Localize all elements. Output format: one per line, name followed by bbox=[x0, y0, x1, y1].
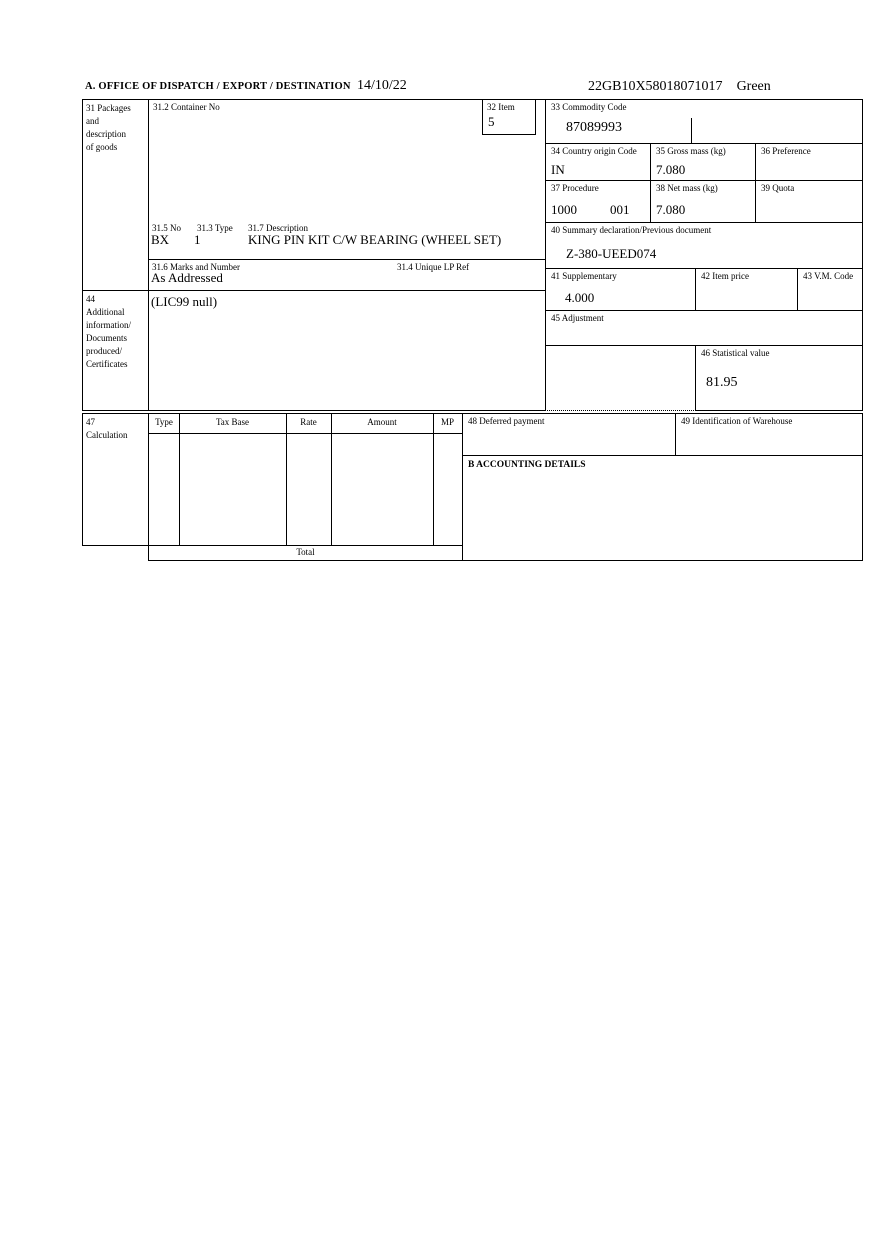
additional-info-value: (LIC99 null) bbox=[151, 294, 218, 309]
box-46-statistical-value bbox=[695, 345, 863, 411]
box-37-procedure bbox=[545, 180, 651, 223]
total-label: Total bbox=[296, 547, 315, 557]
box-36-preference bbox=[755, 143, 863, 181]
item-number-value: 5 bbox=[488, 114, 495, 129]
country-origin-value: IN bbox=[551, 162, 565, 177]
office-of-dispatch-label: A. OFFICE OF DISPATCH / EXPORT / DESTINATION bbox=[85, 81, 351, 92]
package-count-value: 1 bbox=[194, 232, 201, 247]
item-price-label: 42 Item price bbox=[701, 271, 749, 281]
gross-mass-value: 7.080 bbox=[656, 162, 686, 177]
box-35-gross-mass bbox=[650, 143, 756, 181]
routing-channel: Green bbox=[736, 79, 771, 94]
warehouse-id-label: 49 Identification of Warehouse bbox=[681, 416, 793, 426]
box-49-warehouse-id bbox=[675, 413, 863, 456]
box-32-item bbox=[482, 99, 536, 135]
statistical-value-label: 46 Statistical value bbox=[701, 348, 770, 358]
item-label: 32 Item bbox=[487, 102, 515, 112]
commodity-code-value: 87089993 bbox=[566, 120, 622, 135]
quota-label: 39 Quota bbox=[761, 183, 795, 193]
unique-lp-ref-label: 31.4 Unique LP Ref bbox=[397, 262, 470, 272]
summary-declaration-label: 40 Summary declaration/Previous document bbox=[551, 225, 712, 235]
marks-and-number-value: As Addressed bbox=[151, 270, 223, 285]
procedure-label: 37 Procedure bbox=[551, 183, 599, 193]
marks-divider-line bbox=[149, 259, 545, 260]
calc-col-taxbase-header: Tax Base bbox=[215, 417, 250, 427]
net-mass-label: 38 Net mass (kg) bbox=[656, 183, 718, 193]
procedure-additional-value: 001 bbox=[610, 202, 630, 217]
box-33-commodity-code bbox=[545, 99, 863, 144]
box-42-item-price bbox=[695, 268, 798, 311]
box-39-quota bbox=[755, 180, 863, 223]
box-31-7-description-label: 31.7 Description bbox=[248, 223, 308, 233]
box-31-5-no-label: 31.5 No bbox=[152, 223, 181, 233]
box-45-adjustment bbox=[545, 310, 863, 346]
box-47-calculation-label bbox=[82, 413, 149, 546]
box-48-deferred-payment bbox=[462, 413, 676, 456]
package-kind-value: BX bbox=[151, 232, 170, 247]
commodity-code-subdivider bbox=[691, 118, 692, 144]
net-mass-value: 7.080 bbox=[656, 202, 686, 217]
box-47-label-text: 47 Calculation bbox=[86, 417, 128, 441]
box-44-additional-info-label bbox=[82, 290, 149, 411]
country-origin-label: 34 Country origin Code bbox=[551, 146, 637, 156]
container-no-label: 31.2 Container No bbox=[153, 102, 220, 112]
box-38-net-mass bbox=[650, 180, 756, 223]
box-31-label-text: 31 Packages and description of goods bbox=[86, 103, 131, 153]
commodity-code-label: 33 Commodity Code bbox=[551, 102, 627, 112]
previous-document-value: Z-380-UEED074 bbox=[566, 246, 657, 261]
calculation-table bbox=[148, 413, 463, 546]
calc-col-mp-header: MP bbox=[440, 417, 454, 427]
box-40-summary-declaration bbox=[545, 222, 863, 269]
calculation-total-row bbox=[148, 545, 463, 561]
box-34-country-origin bbox=[545, 143, 651, 181]
box-31-3-type-label: 31.3 Type bbox=[197, 223, 233, 233]
preference-label: 36 Preference bbox=[761, 146, 811, 156]
gross-mass-label: 35 Gross mass (kg) bbox=[656, 146, 726, 156]
calc-header-underline bbox=[149, 433, 462, 434]
box-44-additional-info-area bbox=[148, 290, 546, 411]
declaration-reference-line bbox=[588, 79, 771, 95]
calc-col-type-header: Type bbox=[155, 417, 173, 427]
statistical-value: 81.95 bbox=[706, 375, 738, 390]
box-b-accounting-details bbox=[462, 455, 863, 561]
declaration-reference: 22GB10X58018071017 bbox=[588, 79, 723, 94]
declaration-date: 14/10/22 bbox=[357, 78, 407, 93]
supplementary-units-value: 4.000 bbox=[565, 290, 595, 305]
adjustment-label: 45 Adjustment bbox=[551, 313, 604, 323]
marks-and-number-label: 31.6 Marks and Number bbox=[152, 262, 240, 272]
vm-code-label: 43 V.M. Code bbox=[803, 271, 854, 281]
accounting-details-label: B ACCOUNTING DETAILS bbox=[468, 460, 586, 470]
box-31-packages-label bbox=[82, 99, 149, 291]
box-46-dotted-spacer bbox=[545, 345, 696, 411]
box-41-supplementary bbox=[545, 268, 696, 311]
calc-col-rate-header: Rate bbox=[300, 417, 317, 427]
supplementary-label: 41 Supplementary bbox=[551, 271, 617, 281]
box-43-vm-code bbox=[797, 268, 863, 311]
box-44-label-text: 44 Additional information/ Documents produced/ Certificates bbox=[86, 294, 131, 370]
calc-col-amount-header: Amount bbox=[367, 417, 397, 427]
procedure-code-value: 1000 bbox=[551, 202, 577, 217]
deferred-payment-label: 48 Deferred payment bbox=[468, 416, 545, 426]
goods-description-value: KING PIN KIT C/W BEARING (WHEEL SET) bbox=[248, 232, 502, 247]
